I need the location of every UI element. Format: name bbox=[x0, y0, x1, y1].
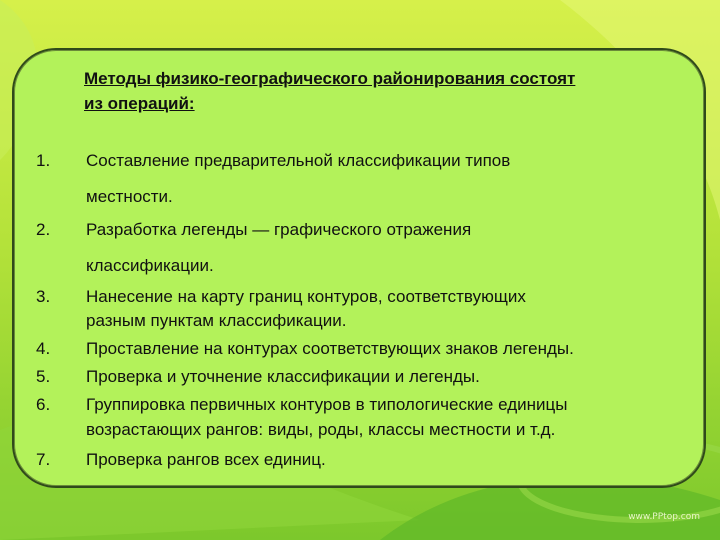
item-text: Разработка легенды — графического отражения bbox=[86, 220, 472, 239]
item-text: Группировка первичных контуров в типологические единицы bbox=[86, 395, 568, 414]
item-text: классификации. bbox=[86, 256, 214, 275]
item-number: 6. bbox=[36, 395, 51, 414]
item-number: 7. bbox=[36, 450, 51, 469]
slide-heading bbox=[84, 66, 684, 116]
item-text: разным пунктам классификации. bbox=[86, 311, 347, 330]
item-text: Нанесение на карту границ контуров, соответствующих bbox=[86, 287, 526, 306]
item-text: Составление предварительной классификации типов bbox=[86, 151, 511, 170]
item-text: Проверка рангов всех единиц. bbox=[86, 450, 326, 469]
item-text: местности. bbox=[86, 187, 173, 206]
item-number: 3. bbox=[36, 287, 51, 306]
heading-line-2: из операций: bbox=[84, 94, 195, 113]
item-number: 4. bbox=[36, 339, 51, 358]
item-number: 1. bbox=[36, 151, 51, 170]
item-text: Проставление на контурах соответствующих знаков легенды. bbox=[86, 339, 574, 358]
item-text: Проверка и уточнение классификации и легенды. bbox=[86, 367, 480, 386]
item-number: 5. bbox=[36, 367, 51, 386]
heading-line-1: Методы физико-географического районирования состоят bbox=[84, 69, 576, 88]
watermark: www.PPtop.com bbox=[628, 512, 700, 522]
item-text: возрастающих рангов: виды, роды, классы местности и т.д. bbox=[86, 420, 556, 439]
item-number: 2. bbox=[36, 220, 51, 239]
